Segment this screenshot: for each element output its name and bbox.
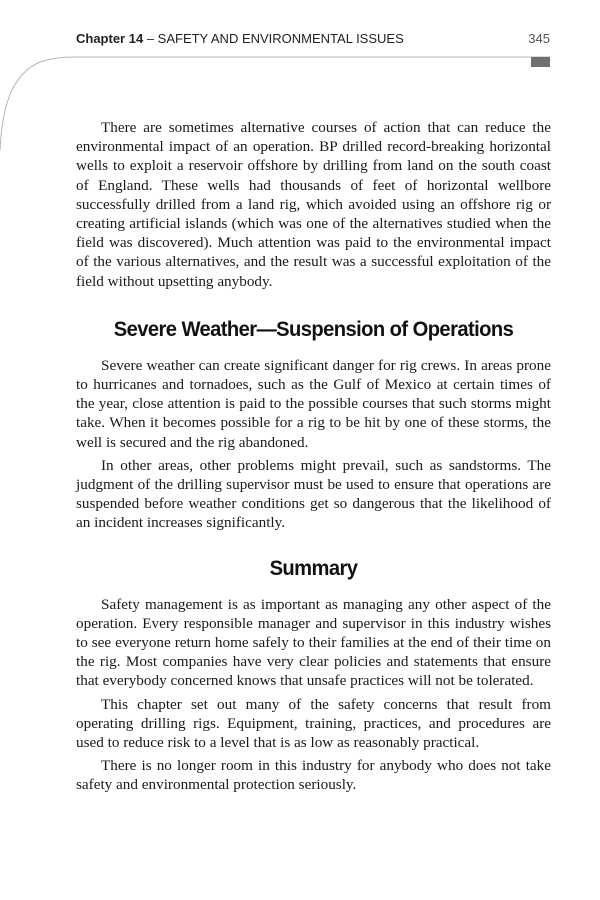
summary-paragraph-1: Safety management is as important as managing any other aspect of the operation. Every responsible manager and supervisor in this industry wishes to see everyone return home safely to their families at the end of their time on the rig. Most companies have very clear policies and statements that ensure that everybody concerned knows that unsafe practices will not be tolerated. [76, 595, 551, 690]
intro-paragraph: There are sometimes alternative courses of action that can reduce the environmental impact of an operation. BP drilled record-breaking horizontal wells to exploit a reservoir offshore by drilling from land on the south coast of England. These wells had thousands of feet of horizontal wellbore successfully drilled from a land rig, which avoided using an offshore rig or creating artificial islands (which was one of the alternatives studied when the field was discovered). Much attention was paid to the environmental impact of the various alternatives, and the result was a successful exploitation of the field without upsetting anybody. [76, 119, 551, 290]
section-heading-severe-weather: Severe Weather—Suspension of Operations [113, 317, 514, 341]
section-heading-summary: Summary [269, 556, 358, 580]
summary-paragraph-3: There is no longer room in this industry for anybody who does not take safety and environmental protection seriously. [76, 757, 551, 794]
corner-tab-marker [531, 57, 550, 67]
chapter-title [76, 31, 404, 46]
severe-weather-paragraph-1: Severe weather can create significant danger for rig crews. In areas prone to hurricanes and tornadoes, such as the Gulf of Mexico at certain times of the year, close attention is paid to the possible courses that such storms might take. When it becomes possible for a rig to be hit by one of these storms, the well is secured and the rig abandoned. [76, 356, 551, 451]
page-body [76, 118, 551, 799]
page-number: 345 [528, 31, 550, 46]
severe-weather-paragraph-2: In other areas, other problems might prevail, such as sandstorms. The judgment of the drilling supervisor must be used to ensure that operations are suspended before weather conditions get so dangerous that the likelihood of an incident increases significantly. [76, 456, 551, 532]
running-header [76, 28, 550, 50]
summary-paragraph-2: This chapter set out many of the safety concerns that result from operating drilling rigs. Equipment, training, practices, and procedures are used to reduce risk to a level that is as low as reasonably practical. [76, 695, 551, 752]
chapter-name: – SAFETY AND ENVIRONMENTAL ISSUES [143, 31, 404, 46]
chapter-number: Chapter 14 [76, 31, 144, 46]
